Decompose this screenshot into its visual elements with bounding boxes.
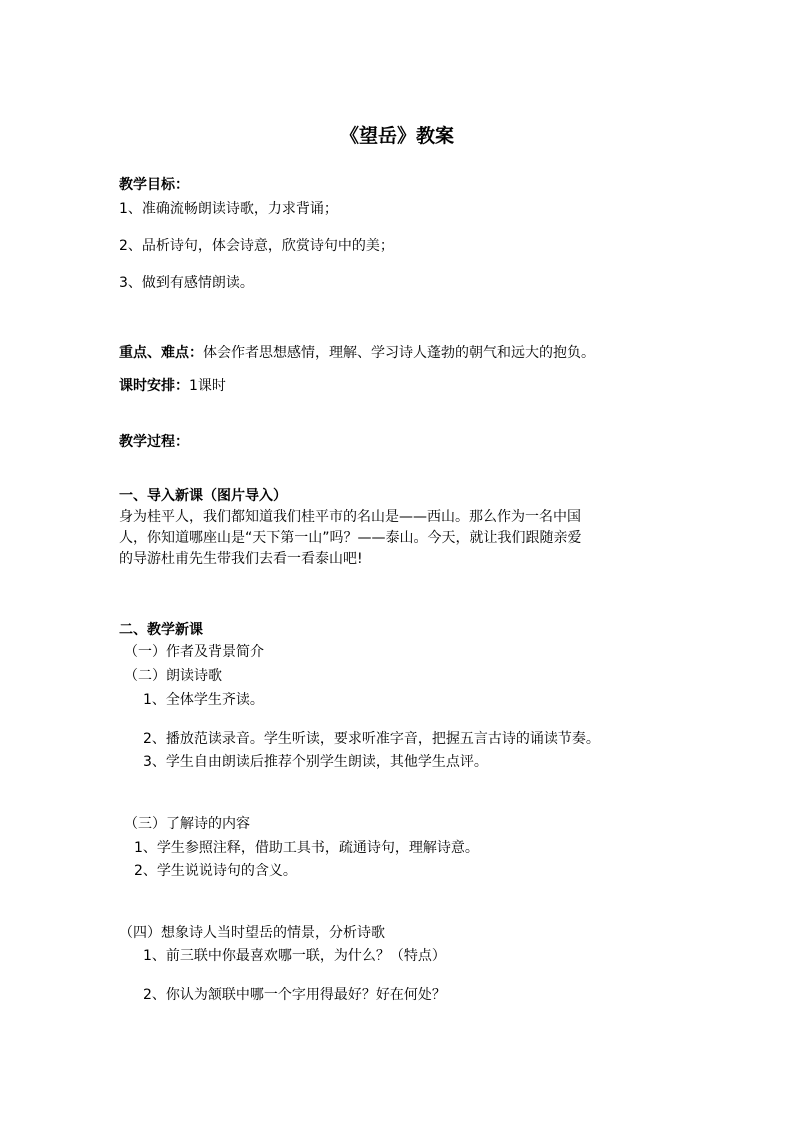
sub2-item-1: 1、全体学生齐读。	[143, 692, 264, 708]
sub3-item-1: 1、学生参照注释，借助工具书，疏通诗句，理解诗意。	[134, 840, 479, 856]
page-title: 《望岳》教案	[339, 125, 454, 147]
objective-item-3: 3、做到有感情朗读。	[119, 275, 254, 291]
objectives-heading: 教学目标：	[119, 177, 189, 193]
section1-line-1: 身为桂平人，我们都知道我们桂平市的名山是——西山。那么作为一名中国	[119, 509, 581, 525]
section2-heading: 二、教学新课	[119, 622, 203, 638]
sub3-item-2: 2、学生说说诗句的含义。	[134, 863, 297, 879]
section2-sub3: （三）了解诗的内容	[124, 816, 250, 832]
process-heading: 教学过程：	[119, 434, 189, 450]
section2-sub4: （四）想象诗人当时望岳的情景，分析诗歌	[119, 925, 385, 941]
section1-heading: 一、导入新课（图片导入）	[119, 488, 287, 504]
sub4-item-2: 2、你认为颔联中哪一个字用得最好？好在何处？	[143, 987, 446, 1003]
section2-sub2: （二）朗读诗歌	[124, 668, 222, 684]
sub2-item-3: 3、学生自由朗读后推荐个别学生朗读，其他学生点评。	[143, 754, 488, 770]
section1-line-2: 人，你知道哪座山是“天下第一山”吗？——泰山。今天，就让我们跟随亲爱	[119, 530, 582, 546]
section2-sub1: （一）作者及背景简介	[124, 644, 264, 660]
schedule-label: 课时安排：	[119, 378, 189, 394]
key-points-text: 体会作者思想感情，理解、学习诗人蓬勃的朝气和远大的抱负。	[203, 345, 595, 361]
key-points-line	[119, 344, 595, 362]
sub2-item-2: 2、播放范读录音。学生听读，要求听准字音，把握五言古诗的诵读节奏。	[143, 731, 600, 747]
key-points-label: 重点、难点：	[119, 345, 203, 361]
objective-item-1: 1、准确流畅朗读诗歌，力求背诵；	[119, 201, 338, 217]
objective-item-2: 2、品析诗句，体会诗意，欣赏诗句中的美；	[119, 238, 394, 254]
schedule-line	[119, 377, 226, 395]
section1-line-3: 的导游杜甫先生带我们去看一看泰山吧!	[119, 551, 363, 567]
schedule-text: 1课时	[189, 378, 226, 394]
sub4-item-1: 1、前三联中你最喜欢哪一联，为什么？（特点）	[143, 948, 446, 964]
